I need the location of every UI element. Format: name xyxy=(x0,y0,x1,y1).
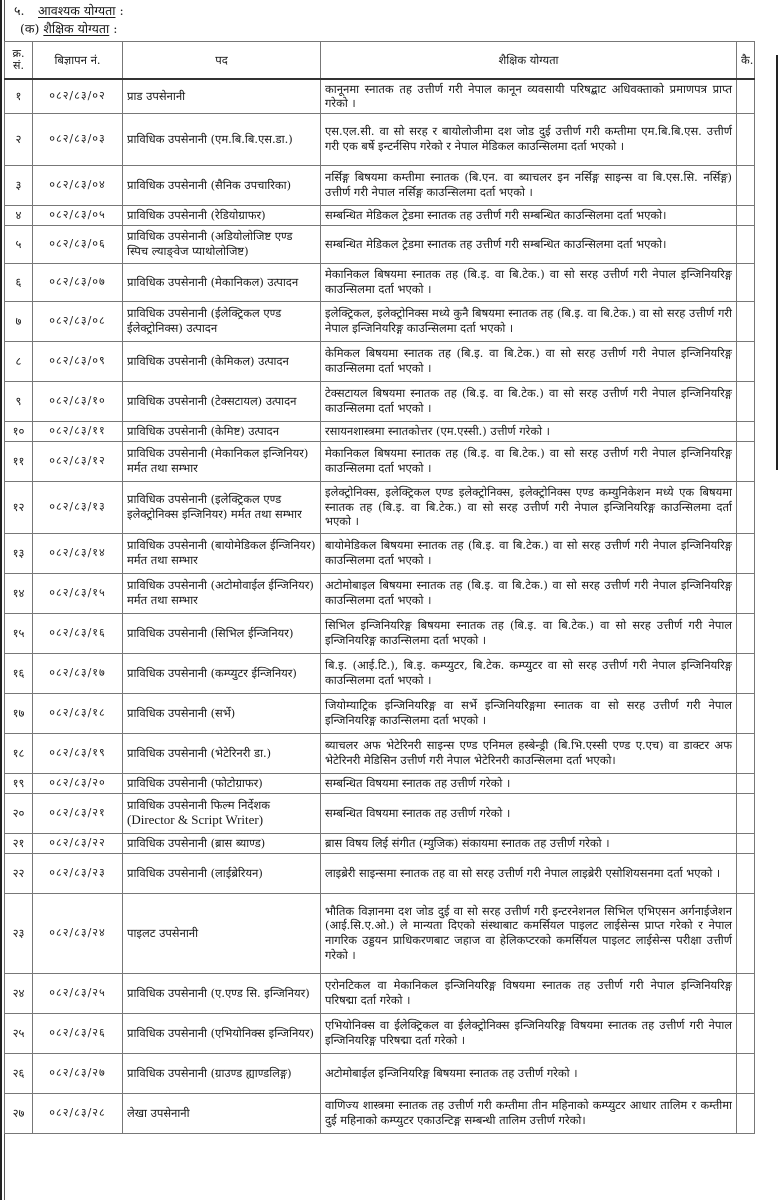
cell-serial: १२ xyxy=(5,481,33,533)
cell-qualification: बायोमेडिकल बिषयमा स्नातक तह (बि.इ. वा बि.टेक.) वा सो सरह उत्तीर्ण गरी नेपाल इन्जिनियरिङ्ग काउन्सिलमा दर्ता भएको । xyxy=(321,533,737,573)
header-serial: क्र. सं. xyxy=(5,42,33,80)
cell-remarks xyxy=(737,653,755,693)
cell-post xyxy=(123,793,321,833)
subsection-title: शैक्षिक योग्यता xyxy=(43,21,110,36)
cell-serial: २७ xyxy=(5,1093,33,1133)
post-name: प्राविधिक उपसेनानी (भेटेरिनरी डा.) xyxy=(127,745,272,760)
post-name: प्राविधिक उपसेनानी (मेकानिकल इन्जिनियर) मर्मत तथा सम्भार xyxy=(127,446,309,475)
cell-advert-no: ०८२/८३/२७ xyxy=(33,1053,123,1093)
header-advert-no: बिज्ञापन नं. xyxy=(33,42,123,80)
post-name: प्राविधिक उपसेनानी (मेकानिकल) उत्पादन xyxy=(127,274,299,289)
cell-post xyxy=(123,301,321,341)
cell-advert-no: ०८२/८३/०६ xyxy=(33,225,123,263)
cell-advert-no: ०८२/८३/२२ xyxy=(33,833,123,853)
cell-serial: ६ xyxy=(5,263,33,301)
cell-remarks xyxy=(737,733,755,773)
post-name: प्राड उपसेनानी xyxy=(127,88,186,103)
cell-serial: १५ xyxy=(5,613,33,653)
cell-qualification: सम्बन्धित विषयमा स्नातक तह उत्तीर्ण गरेको । xyxy=(321,773,737,793)
cell-serial: २३ xyxy=(5,893,33,973)
cell-qualification: भौतिक विज्ञानमा दश जोड दुई वा सो सरह उत्तीर्ण गरी इन्टरनेशनल सिभिल एभिएसन अर्गनाईजेशन (आई.सि.ए.ओ.) ले मान्यता दिएको संस्थाबाट कमर्सियल पाइलट लाईसेन्स प्राप्त गरेको र नेपाल नागरिक उड्डयन प्राधिकरणबाट जहाज वा हेलिकप्टरको कमर्सियल पाइलट लाईसेन्स परीक्षा उत्तीर्ण गरेको । xyxy=(321,893,737,973)
cell-advert-no: ०८२/८३/०९ xyxy=(33,341,123,381)
cell-qualification: रसायनशास्त्रमा स्नातकोत्तर (एम.एस्सी.) उत्तीर्ण गरेको । xyxy=(321,421,737,441)
table-row xyxy=(5,893,755,973)
cell-qualification: मेकानिकल बिषयमा स्नातक तह (बि.इ. वा बि.टेक.) वा सो सरह उत्तीर्ण गरी नेपाल इन्जिनियरिङ्ग काउन्सिलमा दर्ता भएको । xyxy=(321,441,737,481)
cell-qualification: इलेक्ट्रिकल, इलेक्ट्रोनिक्स मध्ये कुनै बिषयमा स्नातक तह (बि.इ. वा बि.टेक.) वा सो सरह उत्तीर्ण गरी नेपाल इन्जिनियरिङ्ग काउन्सिलमा दर्ता भएको । xyxy=(321,301,737,341)
table-row xyxy=(5,263,755,301)
cell-advert-no: ०८२/८३/२५ xyxy=(33,973,123,1013)
table-row xyxy=(5,165,755,205)
cell-qualification: जियोम्याट्रिक इन्जिनियरिङ्ग वा सर्भे इन्जिनियरिङ्गमा स्नातक वा सो सरह उत्तीर्ण गरी नेपाल इन्जिनियरिङ्ग काउन्सिलमा दर्ता भएको । xyxy=(321,693,737,733)
cell-remarks xyxy=(737,341,755,381)
table-row xyxy=(5,533,755,573)
table-row xyxy=(5,481,755,533)
cell-post xyxy=(123,653,321,693)
section-heading xyxy=(14,3,124,19)
table-row xyxy=(5,573,755,613)
cell-advert-no: ०८२/८३/२१ xyxy=(33,793,123,833)
table-row xyxy=(5,421,755,441)
table-row xyxy=(5,441,755,481)
cell-qualification: वाणिज्य शास्त्रमा स्नातक तह उत्तीर्ण गरी कम्तीमा तीन महिनाको कम्प्युटर आधार तालिम र कम्तीमा दुई महिनाको कम्प्युटर एकाउन्टिङ्ग सम्बन्धी तालिम उत्तीर्ण गरेको। xyxy=(321,1093,737,1133)
table-row xyxy=(5,381,755,421)
cell-remarks xyxy=(737,973,755,1013)
cell-post xyxy=(123,481,321,533)
cell-serial: २० xyxy=(5,793,33,833)
cell-qualification: अटोमोबाइल बिषयमा स्नातक तह (बि.इ. वा बि.टेक.) वा सो सरह उत्तीर्ण गरी नेपाल इन्जिनियरिङ्ग काउन्सिलमा दर्ता भएको । xyxy=(321,573,737,613)
table-row xyxy=(5,733,755,773)
post-name: प्राविधिक उपसेनानी (फोटोग्राफर) xyxy=(127,775,263,790)
section-colon: : xyxy=(115,3,124,18)
table-body xyxy=(5,79,755,1133)
cell-advert-no: ०८२/८३/०४ xyxy=(33,165,123,205)
table-row xyxy=(5,613,755,653)
cell-serial: २१ xyxy=(5,833,33,853)
cell-advert-no: ०८२/८३/१५ xyxy=(33,573,123,613)
cell-post xyxy=(123,833,321,853)
cell-qualification: इलेक्ट्रोनिक्स, इलेक्ट्रिकल एण्ड इलेक्ट्रोनिक्स, इलेक्ट्रोनिक्स एण्ड कम्युनिकेशन मध्ये एक बिषयमा स्नातक तह (बि.इ. वा बि.टेक.) वा सो सरह उत्तीर्ण गरी नेपाल इन्जिनियरिङ्ग काउन्सिलमा दर्ता भएको । xyxy=(321,481,737,533)
cell-post xyxy=(123,693,321,733)
cell-qualification: एरोनटिकल वा मेकानिकल इन्जिनियरिङ्ग विषयमा स्नातक तह उत्तीर्ण गरी नेपाल इन्जिनियरिङ्ग परिषद्मा दर्ता गरेको । xyxy=(321,973,737,1013)
cell-advert-no: ०८२/८३/०८ xyxy=(33,301,123,341)
page-left-border xyxy=(0,0,2,1200)
cell-serial: १० xyxy=(5,421,33,441)
cell-advert-no: ०८२/८३/१७ xyxy=(33,653,123,693)
table-row xyxy=(5,1053,755,1093)
cell-qualification: ब्रास विषय लिई संगीत (म्युजिक) संकायमा स्नातक तह उत्तीर्ण गरेको । xyxy=(321,833,737,853)
cell-post xyxy=(123,421,321,441)
post-name: प्राविधिक उपसेनानी (एम.बि.बि.एस.डा.) xyxy=(127,131,293,146)
cell-serial: ५ xyxy=(5,225,33,263)
cell-qualification: बि.इ. (आई.टि.), बि.इ. कम्प्युटर, बि.टेक. कम्प्युटर वा सो सरह उत्तीर्ण गरी नेपाल इन्जिनियरिङ्ग काउन्सिलमा दर्ता भएको । xyxy=(321,653,737,693)
cell-serial: ११ xyxy=(5,441,33,481)
cell-qualification: सम्बन्धित मेडिकल ट्रेडमा स्नातक तह उत्तीर्ण गरी सम्बन्धित काउन्सिलमा दर्ता भएको। xyxy=(321,205,737,225)
qualification-table xyxy=(4,41,755,1134)
cell-qualification: टेक्सटायल बिषयमा स्नातक तह (बि.इ. वा बि.टेक.) वा सो सरह उत्तीर्ण गरी नेपाल इन्जिनियरिङ्ग काउन्सिलमा दर्ता भएको । xyxy=(321,381,737,421)
table-row xyxy=(5,341,755,381)
cell-remarks xyxy=(737,773,755,793)
cell-serial: ९ xyxy=(5,381,33,421)
post-name: प्राविधिक उपसेनानी (केमिष्ट) उत्पादन xyxy=(127,423,280,438)
cell-advert-no: ०८२/८३/१९ xyxy=(33,733,123,773)
cell-advert-no: ०८२/८३/१६ xyxy=(33,613,123,653)
section-number: ५. xyxy=(14,3,25,18)
post-name: प्राविधिक उपसेनानी (ए.एण्ड सि. इन्जिनियर) xyxy=(127,985,310,1000)
table-row xyxy=(5,301,755,341)
cell-serial: १३ xyxy=(5,533,33,573)
cell-serial: ७ xyxy=(5,301,33,341)
cell-qualification: कानूनमा स्नातक तह उत्तीर्ण गरी नेपाल कानून व्यवसायी परिषद्बाट अधिवक्ताको प्रमाणपत्र प्राप्त गरेको । xyxy=(321,79,737,113)
post-name: प्राविधिक उपसेनानी (बायोमेडिकल ईन्जिनियर) मर्मत तथा सम्भार xyxy=(127,538,316,567)
cell-advert-no: ०८२/८३/२३ xyxy=(33,853,123,893)
cell-remarks xyxy=(737,421,755,441)
post-name: प्राविधिक उपसेनानी (केमिकल) उत्पादन xyxy=(127,353,289,368)
cell-remarks xyxy=(737,1093,755,1133)
section-title: आवश्यक योग्यता xyxy=(38,3,116,18)
table-row xyxy=(5,853,755,893)
cell-remarks xyxy=(737,853,755,893)
cell-remarks xyxy=(737,205,755,225)
cell-serial: २४ xyxy=(5,973,33,1013)
cell-remarks xyxy=(737,481,755,533)
page-right-rule xyxy=(776,55,778,470)
cell-serial: १६ xyxy=(5,653,33,693)
table-row xyxy=(5,833,755,853)
cell-remarks xyxy=(737,79,755,113)
post-name: प्राविधिक उपसेनानी (टेक्सटायल) उत्पादन xyxy=(127,393,297,408)
header-remarks: कै. xyxy=(737,42,755,80)
table-row xyxy=(5,773,755,793)
cell-qualification: एभियोनिक्स वा ईलेक्ट्रिकल वा ईलेक्ट्रोनिक्स इन्जिनियरिङ्ग विषयमा स्नातक तह उत्तीर्ण गरी नेपाल इन्जिनियरिङ्ग परिषद्मा दर्ता गरेको । xyxy=(321,1013,737,1053)
post-name: प्राविधिक उपसेनानी (सैनिक उपचारिका) xyxy=(127,177,292,192)
post-name: प्राविधिक उपसेनानी (रेडियोग्राफर) xyxy=(127,207,266,222)
cell-qualification: नर्सिङ्ग बिषयमा कम्तीमा स्नातक (बि.एन. वा ब्याचलर इन नर्सिङ्ग साइन्स वा बि.एस.सि. नर्सिङ्ग) उत्तीर्ण गरी नेपाल नर्सिङ्ग काउन्सिलमा दर्ता भएको । xyxy=(321,165,737,205)
cell-qualification: केमिकल बिषयमा स्नातक तह (बि.इ. वा बि.टेक.) वा सो सरह उत्तीर्ण गरी नेपाल इन्जिनियरिङ्ग काउन्सिलमा दर्ता भएको । xyxy=(321,341,737,381)
table-row xyxy=(5,113,755,165)
cell-remarks xyxy=(737,573,755,613)
cell-remarks xyxy=(737,1013,755,1053)
cell-qualification: अटोमोबाईल इन्जिनियरिङ्ग बिषयमा स्नातक तह उत्तीर्ण गरेको । xyxy=(321,1053,737,1093)
cell-advert-no: ०८२/८३/१३ xyxy=(33,481,123,533)
cell-serial: ४ xyxy=(5,205,33,225)
cell-advert-no: ०८२/८३/२० xyxy=(33,773,123,793)
cell-remarks xyxy=(737,113,755,165)
cell-serial: १९ xyxy=(5,773,33,793)
cell-post xyxy=(123,205,321,225)
cell-qualification: ब्याचलर अफ भेटेरिनरी साइन्स एण्ड एनिमल हस्बेन्ड्री (बि.भि.एस्सी एण्ड ए.एच) वा डाक्टर अफ भेटेरिनरी मेडिसिन उत्तीर्ण गरी नेपाल भेटेरिनरी काउन्सिलमा दर्ता भएको। xyxy=(321,733,737,773)
cell-advert-no: ०८२/८३/०२ xyxy=(33,79,123,113)
cell-post xyxy=(123,1093,321,1133)
cell-remarks xyxy=(737,225,755,263)
post-name: प्राविधिक उपसेनानी (सर्भे) xyxy=(127,705,236,720)
table-row xyxy=(5,653,755,693)
subsection-heading xyxy=(20,21,117,37)
cell-advert-no: ०८२/८३/२४ xyxy=(33,893,123,973)
cell-serial: २ xyxy=(5,113,33,165)
cell-post xyxy=(123,893,321,973)
post-name: लेखा उपसेनानी xyxy=(127,1105,190,1120)
cell-serial: ३ xyxy=(5,165,33,205)
cell-post xyxy=(123,573,321,613)
post-name: प्राविधिक उपसेनानी (ग्राउण्ड ह्याण्डलिङ्ग) xyxy=(127,1065,292,1080)
cell-post xyxy=(123,165,321,205)
cell-remarks xyxy=(737,441,755,481)
post-name: प्राविधिक उपसेनानी (ईलेक्ट्रिकल एण्ड ईलेक्ट्रोनिक्स) उत्पादन xyxy=(127,306,282,335)
table-row xyxy=(5,693,755,733)
table-header-row xyxy=(5,42,755,80)
cell-post xyxy=(123,533,321,573)
cell-post xyxy=(123,113,321,165)
subsection-label: (क) xyxy=(20,21,40,36)
cell-qualification: मेकानिकल बिषयमा स्नातक तह (बि.इ. वा बि.टेक.) वा सो सरह उत्तीर्ण गरी नेपाल इन्जिनियरिङ्ग काउन्सिलमा दर्ता भएको । xyxy=(321,263,737,301)
header-qualification: शैक्षिक योग्यता xyxy=(321,42,737,80)
cell-advert-no: ०८२/८३/१८ xyxy=(33,693,123,733)
cell-serial: १ xyxy=(5,79,33,113)
cell-serial: २२ xyxy=(5,853,33,893)
cell-post xyxy=(123,225,321,263)
cell-remarks xyxy=(737,833,755,853)
table-row xyxy=(5,1013,755,1053)
cell-remarks xyxy=(737,263,755,301)
cell-serial: ८ xyxy=(5,341,33,381)
cell-advert-no: ०८२/८३/१० xyxy=(33,381,123,421)
cell-post xyxy=(123,973,321,1013)
cell-advert-no: ०८२/८३/११ xyxy=(33,421,123,441)
table-row xyxy=(5,225,755,263)
cell-advert-no: ०८२/८३/०७ xyxy=(33,263,123,301)
post-name-english: (Director & Script Writer) xyxy=(127,812,264,827)
post-name: पाइलट उपसेनानी xyxy=(127,925,199,940)
cell-qualification: सम्बन्धित विषयमा स्नातक तह उत्तीर्ण गरेको । xyxy=(321,793,737,833)
cell-remarks xyxy=(737,693,755,733)
cell-qualification: सिभिल इन्जिनियरिङ्ग बिषयमा स्नातक तह (बि.इ. वा बि.टेक.) वा सो सरह उत्तीर्ण गरी नेपाल इन्जिनियरिङ्ग काउन्सिलमा दर्ता भएको । xyxy=(321,613,737,653)
post-name: प्राविधिक उपसेनानी (अडियोलोजिष्ट एण्ड स्पिच ल्याङ्वेज प्याथोलोजिष्ट) xyxy=(127,229,293,258)
cell-remarks xyxy=(737,613,755,653)
cell-post xyxy=(123,263,321,301)
post-name: प्राविधिक उपसेनानी (इलेक्ट्रिकल एण्ड इलेक्ट्रोनिक्स इन्जिनियर) मर्मत तथा सम्भार xyxy=(127,492,302,521)
cell-advert-no: ०८२/८३/१४ xyxy=(33,533,123,573)
cell-serial: १७ xyxy=(5,693,33,733)
cell-remarks xyxy=(737,793,755,833)
cell-remarks xyxy=(737,381,755,421)
post-name: प्राविधिक उपसेनानी (एभियोनिक्स इन्जिनियर) xyxy=(127,1025,314,1040)
cell-qualification: लाइब्रेरी साइन्समा स्नातक तह वा सो सरह उत्तीर्ण गरी नेपाल लाइब्रेरी एसोशियसनमा दर्ता भएको । xyxy=(321,853,737,893)
cell-remarks xyxy=(737,301,755,341)
cell-advert-no: ०८२/८३/२६ xyxy=(33,1013,123,1053)
header-post: पद xyxy=(123,42,321,80)
cell-post xyxy=(123,733,321,773)
cell-advert-no: ०८२/८३/२८ xyxy=(33,1093,123,1133)
cell-remarks xyxy=(737,1053,755,1093)
cell-post xyxy=(123,341,321,381)
post-name: प्राविधिक उपसेनानी (सिभिल ईन्जिनियर) xyxy=(127,625,294,640)
table-row xyxy=(5,973,755,1013)
post-name: प्राविधिक उपसेनानी फिल्म निर्देशक xyxy=(127,798,270,813)
cell-post xyxy=(123,79,321,113)
cell-post xyxy=(123,773,321,793)
cell-advert-no: ०८२/८३/०३ xyxy=(33,113,123,165)
cell-post xyxy=(123,853,321,893)
post-name: प्राविधिक उपसेनानी (कम्प्युटर ईन्जिनियर) xyxy=(127,665,297,680)
cell-post xyxy=(123,613,321,653)
post-name: प्राविधिक उपसेनानी (अटोमोवाईल ईन्जिनियर) मर्मत तथा सम्भार xyxy=(127,578,314,607)
cell-qualification: सम्बन्धित मेडिकल ट्रेडमा स्नातक तह उत्तीर्ण गरी सम्बन्धित काउन्सिलमा दर्ता भएको। xyxy=(321,225,737,263)
cell-remarks xyxy=(737,165,755,205)
cell-serial: २५ xyxy=(5,1013,33,1053)
table-row xyxy=(5,79,755,113)
post-name: प्राविधिक उपसेनानी (ब्रास ब्याण्ड) xyxy=(127,835,266,850)
cell-qualification: एस.एल.सी. वा सो सरह र बायोलोजीमा दश जोड दुई उत्तीर्ण गरी कम्तीमा एम.बि.बि.एस. उत्तीर्ण गरी एक बर्षे इन्टर्नसिप गरेको र नेपाल मेडिकल काउन्सिलमा दर्ता भएको । xyxy=(321,113,737,165)
table-row xyxy=(5,1093,755,1133)
table-row xyxy=(5,205,755,225)
cell-post xyxy=(123,1053,321,1093)
cell-serial: १४ xyxy=(5,573,33,613)
cell-serial: २६ xyxy=(5,1053,33,1093)
cell-remarks xyxy=(737,893,755,973)
cell-advert-no: ०८२/८३/०५ xyxy=(33,205,123,225)
table-row xyxy=(5,793,755,833)
cell-serial: १८ xyxy=(5,733,33,773)
cell-post xyxy=(123,441,321,481)
cell-post xyxy=(123,1013,321,1053)
cell-advert-no: ०८२/८३/१२ xyxy=(33,441,123,481)
cell-remarks xyxy=(737,533,755,573)
subsection-colon: : xyxy=(109,21,118,36)
cell-post xyxy=(123,381,321,421)
post-name: प्राविधिक उपसेनानी (लाईब्रेरियन) xyxy=(127,865,263,880)
